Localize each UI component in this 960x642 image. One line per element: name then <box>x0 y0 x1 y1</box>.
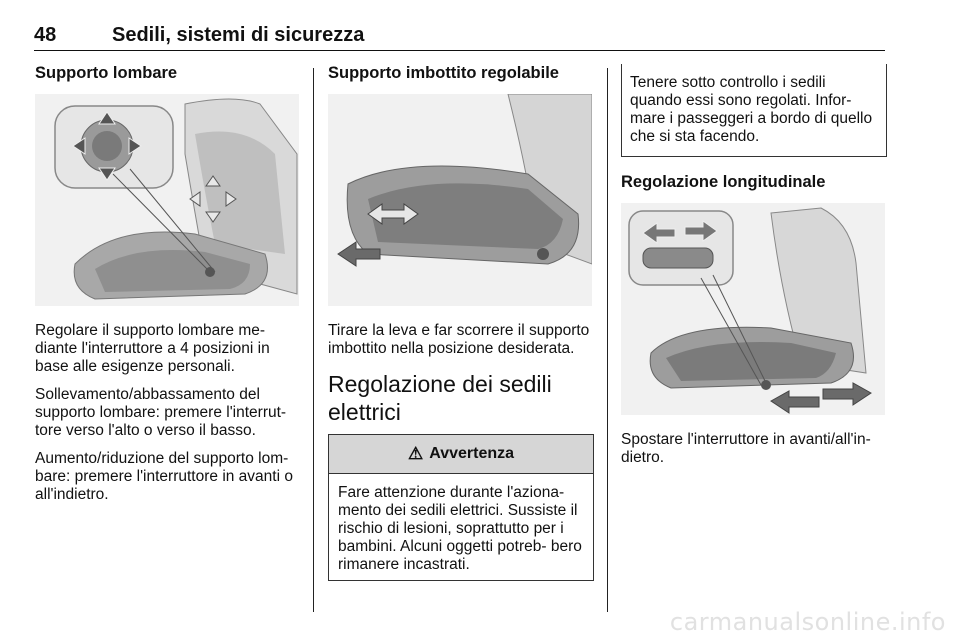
warning-box <box>328 434 594 581</box>
section-heading-cushion: Supporto imbottito regolabile <box>328 64 559 82</box>
section-heading-longitudinal: Regolazione longitudinale <box>621 173 826 191</box>
lumbar-support-illustration <box>35 94 299 306</box>
page-number: 48 <box>34 24 57 46</box>
page-title: Sedili, sistemi di sicurezza <box>112 24 365 46</box>
column-divider <box>313 68 314 612</box>
paragraph: Aumento/riduzione del supporto lom- bare: premere l'interruttore in avanti o all'indietro. <box>35 450 293 503</box>
warning-header <box>329 434 593 474</box>
column-lumbar-support <box>35 62 301 514</box>
page-header <box>34 24 885 51</box>
warning-triangle-icon: ⚠ <box>407 444 424 463</box>
column-adjustable-cushion <box>328 62 594 581</box>
watermark: carmanualsonline.info <box>669 608 946 636</box>
warning-title: Avvertenza <box>429 445 515 462</box>
longitudinal-adjust-illustration <box>621 203 885 415</box>
section-heading-lumbar: Supporto lombare <box>35 64 178 82</box>
warning-text: Fare attenzione durante l'aziona- mento dei sedili elettrici. Sussiste il rischio di lesioni, soprattutto per i bambini. Alcuni oggetti potreb- bero rimanere incastrati. <box>338 484 582 573</box>
paragraph: Tirare la leva e far scorrere il supporto imbottito nella posizione desiderata. <box>328 322 590 357</box>
cushion-support-illustration <box>328 94 592 306</box>
column-divider <box>607 68 608 612</box>
paragraph: Spostare l'interruttore in avanti/all'in- dietro. <box>621 431 871 466</box>
paragraph: Sollevamento/abbassamento del supporto lombare: premere l'interrut- tore verso l'alto o verso il basso. <box>35 386 287 439</box>
paragraph: Regolare il supporto lombare me- diante l'interruttore a 4 posizioni in base alle esigenze personali. <box>35 322 270 375</box>
section-title-electric-seats: Regolazione dei sedili elettrici <box>328 371 552 425</box>
column-longitudinal <box>621 62 887 477</box>
note-box: Tenere sotto controllo i sedili quando essi sono regolati. Infor- mare i passeggeri a bordo di quello che si sta facendo. <box>621 64 887 157</box>
